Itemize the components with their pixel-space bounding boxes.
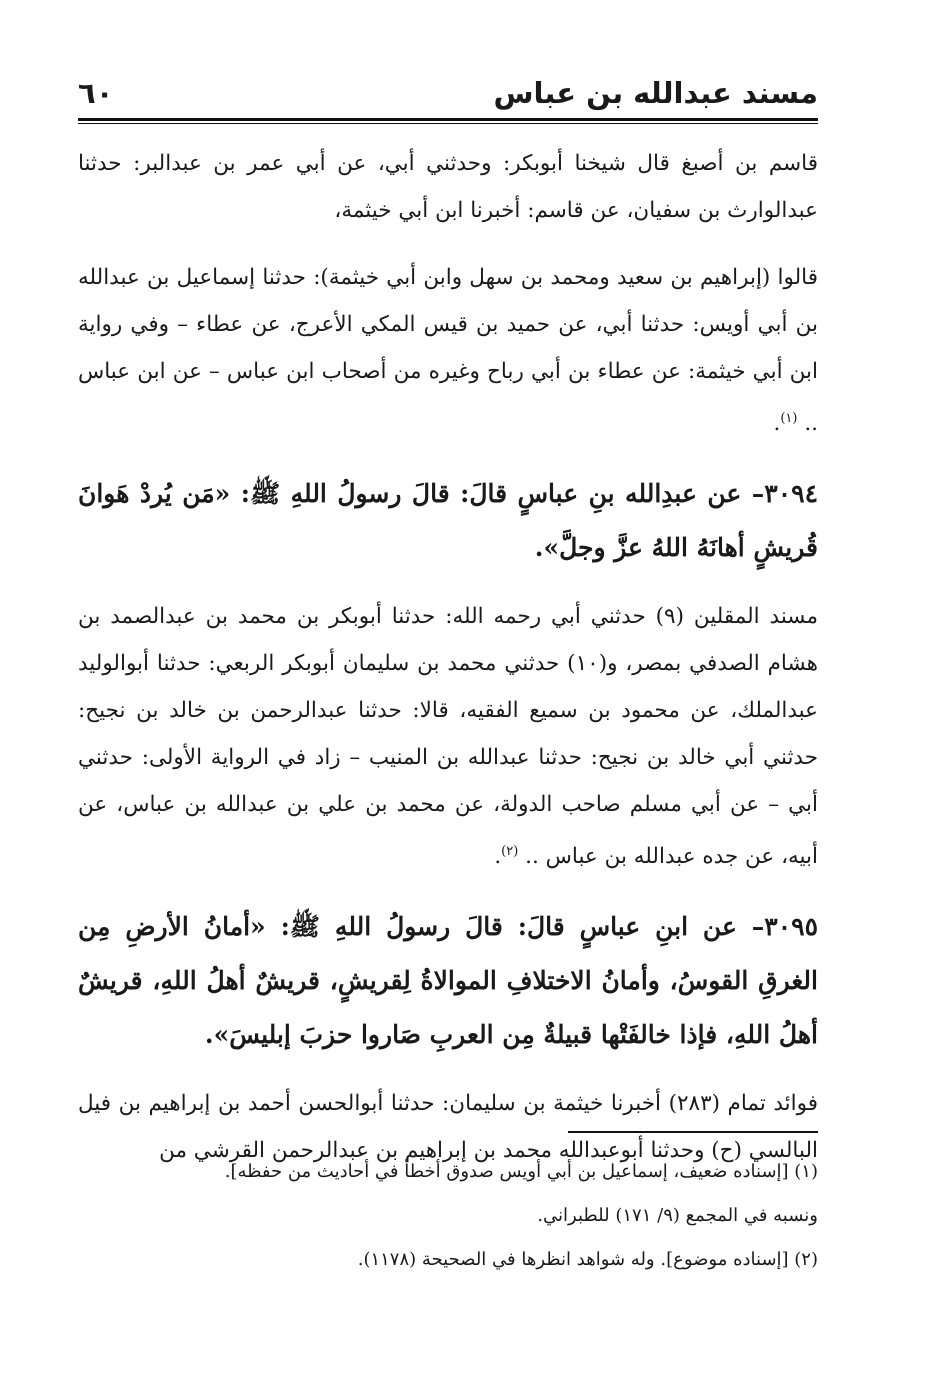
paragraph-2-text: قالوا (إبراهيم بن سعيد ومحمد بن سهل وابن أبي خيثمة): حدثنا إسماعيل بن عبدالله بن أبي أويس: حدثنا أبي، عن حميد بن قيس المكي الأعرج، عن عطاء – وفي رواية ابن أبي خيثمة: عن عطاء بن أبي رباح وغيره من أصحاب ابن عباس – عن ابن عباس .. (78, 265, 818, 437)
header-rule (78, 118, 818, 121)
hadith-3095 (78, 900, 818, 1062)
hadith-3094 (78, 467, 818, 575)
header-rule-thin (78, 123, 818, 124)
footnote-1: (١) [إسناده ضعيف، إسماعيل بن أبي أويس صدوق أخطأ في أحاديث من حفظه]. (224, 1161, 818, 1182)
footnote-ref-2: (٢) (501, 844, 519, 860)
paragraph-2: قالوا (إبراهيم بن سعيد ومحمد بن سهل وابن أبي خيثمة): حدثنا إسماعيل بن عبدالله بن أبي أويس: حدثنا أبي، عن حميد بن قيس المكي الأعرج، عن عطاء – وفي رواية ابن أبي خيثمة: عن عطاء بن أبي رباح وغيره من أصحاب ابن عباس – عن ابن عباس .. $^{(١)}$. (78, 265, 818, 437)
paragraph-4-text: فوائد تمام (٢٨٣) أخبرنا خيثمة بن سليمان: حدثنا أبوالحسن أحمد بن إبراهيم بن فيل البالسي (ح) وحدثنا أبوعبدالله محمد بن إبراهيم بن عبدالرحمن القرشي من (78, 1091, 818, 1164)
page-header (78, 74, 818, 120)
page-number: ٦٠ (78, 76, 114, 110)
footnote-ref-1: (١) (780, 411, 798, 426)
paragraph-3: مسند المقلين (٩) حدثني أبي رحمه الله: حدثنا أبوبكر بن محمد بن عبدالصمد بن هشام الصدفي بمصر، و(١٠) حدثني محمد بن سليمان أبوبكر الربعي: حدثنا أبوالوليد عبدالملك، عن محمود بن سميع الفقيه، قالا: حدثنا عبدالرحمن بن خالد بن نجيح: حدثني أبي خالد بن نجيح: حدثنا عبدالله بن المنيب – زاد في الرواية الأولى: حدثني أبي – عن أبي مسلم صاحب الدولة، عن محمد بن علي بن عبدالله بن عباس، عن أبيه، عن جده عبدالله بن عباس .. $^{(٢)}$. (78, 604, 819, 870)
hadith-3095-text: ٣٠٩٥– عن ابنِ عباسٍ قالَ: قالَ رسولُ اللهِ ﷺ: «أمانُ الأرضِ مِن الغرقِ القوسُ، وأمانُ الاختلافِ الموالاةُ لِقريشٍ، قريشٌ أهلُ اللهِ، قريشٌ أهلُ اللهِ، فإذا خالفَتْها قبيلةٌ مِن العربِ صَاروا حزبَ إبليسَ». (78, 912, 818, 1050)
paragraph-3-text: مسند المقلين (٩) حدثني أبي رحمه الله: حدثنا أبوبكر بن محمد بن عبدالصمد بن هشام الصدفي بمصر، و(١٠) حدثني محمد بن سليمان أبوبكر الربعي: حدثنا أبوالوليد عبدالملك، عن محمود بن سميع الفقيه، قالا: حدثنا عبدالرحمن بن خالد بن نجيح: حدثني أبي خالد بن نجيح: حدثنا عبدالله بن المنيب – زاد في الرواية الأولى: حدثني أبي – عن أبي مسلم صاحب الدولة، عن محمد بن علي بن عبدالله بن عباس، عن أبيه، عن جده عبدالله بن عباس .. (78, 604, 819, 870)
hadith-3094-text: ٣٠٩٤– عن عبدِالله بنِ عباسٍ قالَ: قالَ رسولُ اللهِ ﷺ: «مَن يُردْ هَوانَ قُريشٍ أهانَهُ اللهُ عزَّ وجلَّ». (78, 479, 818, 563)
paragraph-1 (78, 140, 818, 234)
running-title: مسند عبدالله بن عباس (493, 76, 818, 110)
paragraph-1-text: قاسم بن أصبغ قال شيخنا أبوبكر: وحدثني أبي، عن أبي عمر بن عبدالبر: حدثنا عبدالوارث بن سفيان، عن قاسم: أخبرنا ابن أبي خيثمة، (78, 151, 818, 223)
main-text (78, 140, 818, 1194)
footnote-2: (٢) [إسناده موضوع]. وله شواهد انظرها في الصحيحة (١١٧٨). (357, 1249, 818, 1270)
footnote-1-continued: ونسبه في المجمع (٩/ ١٧١) للطبراني. (537, 1205, 818, 1226)
footnotes (78, 1150, 818, 1282)
footnote-separator (568, 1131, 818, 1133)
